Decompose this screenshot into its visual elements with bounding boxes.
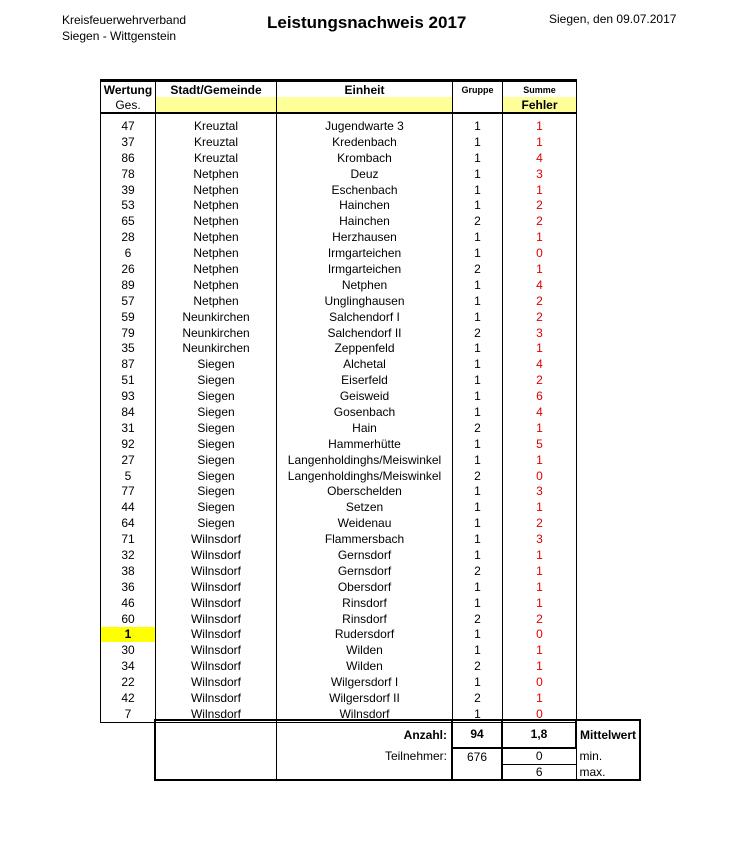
table-row	[101, 293, 577, 309]
stadt-cell: Wilnsdorf	[156, 706, 277, 722]
einheit-cell: Rudersdorf	[277, 627, 453, 643]
gruppe-cell: 1	[453, 642, 503, 658]
einheit-cell: Flammersbach	[277, 531, 453, 547]
table-row	[101, 452, 577, 468]
fehler-cell: 0	[503, 627, 577, 643]
table-row	[101, 642, 577, 658]
gruppe-cell: 1	[453, 515, 503, 531]
header-fehler: Fehler	[503, 97, 577, 113]
table-row	[101, 118, 577, 134]
stadt-cell: Kreuztal	[156, 134, 277, 150]
gruppe-cell: 1	[453, 293, 503, 309]
einheit-cell: Zeppenfeld	[277, 340, 453, 356]
einheit-cell: Rinsdorf	[277, 595, 453, 611]
stadt-cell: Wilnsdorf	[156, 547, 277, 563]
header-ges: Ges.	[101, 97, 156, 113]
organization-line-1: Kreisfeuerwehrverband	[62, 13, 187, 27]
min-label: min.	[576, 748, 640, 764]
fehler-cell: 1	[503, 690, 577, 706]
header-summe: Summe	[503, 81, 577, 98]
einheit-cell: Alchetal	[277, 356, 453, 372]
gruppe-cell: 1	[453, 547, 503, 563]
stadt-cell: Siegen	[156, 468, 277, 484]
einheit-cell: Obersdorf	[277, 579, 453, 595]
einheit-cell: Wilden	[277, 642, 453, 658]
table-row	[101, 690, 577, 706]
fehler-cell: 1	[503, 182, 577, 198]
header-blank-gruppe	[453, 97, 503, 113]
gruppe-cell: 1	[453, 277, 503, 293]
gruppe-cell: 2	[453, 468, 503, 484]
stadt-cell: Wilnsdorf	[156, 674, 277, 690]
gruppe-cell: 1	[453, 229, 503, 245]
fehler-cell: 4	[503, 150, 577, 166]
table-row	[101, 515, 577, 531]
stadt-cell: Netphen	[156, 213, 277, 229]
wertung-cell: 38	[101, 563, 156, 579]
stadt-cell: Siegen	[156, 372, 277, 388]
wertung-cell: 93	[101, 388, 156, 404]
fehler-cell: 1	[503, 261, 577, 277]
fehler-cell: 1	[503, 452, 577, 468]
einheit-cell: Jugendwarte 3	[277, 118, 453, 134]
gruppe-cell: 2	[453, 213, 503, 229]
wertung-cell: 64	[101, 515, 156, 531]
stadt-cell: Wilnsdorf	[156, 611, 277, 627]
mittelwert-label: Mittelwert	[576, 720, 640, 748]
wertung-cell: 59	[101, 309, 156, 325]
summary-blank-einheit	[276, 764, 452, 780]
stadt-cell: Wilnsdorf	[156, 563, 277, 579]
stadt-cell: Siegen	[156, 436, 277, 452]
summary-blank-stadt	[155, 720, 276, 780]
einheit-cell: Gosenbach	[277, 404, 453, 420]
einheit-cell: Eschenbach	[277, 182, 453, 198]
table-row	[101, 309, 577, 325]
wertung-cell: 30	[101, 642, 156, 658]
stadt-cell: Kreuztal	[156, 150, 277, 166]
stadt-cell: Netphen	[156, 293, 277, 309]
table-row	[101, 356, 577, 372]
table-row	[101, 547, 577, 563]
table-row	[101, 627, 577, 643]
gruppe-cell: 2	[453, 611, 503, 627]
stadt-cell: Siegen	[156, 404, 277, 420]
table-row	[101, 658, 577, 674]
einheit-cell: Rinsdorf	[277, 611, 453, 627]
einheit-cell: Deuz	[277, 166, 453, 182]
anzahl-value: 94	[452, 720, 502, 748]
stadt-cell: Netphen	[156, 182, 277, 198]
gruppe-cell: 1	[453, 531, 503, 547]
table-row	[101, 277, 577, 293]
organization-line-2: Siegen - Wittgenstein	[62, 29, 177, 43]
table-row	[101, 197, 577, 213]
table-row	[101, 261, 577, 277]
place-date: Siegen, den 09.07.2017	[549, 12, 677, 26]
fehler-cell: 1	[503, 118, 577, 134]
wertung-cell: 78	[101, 166, 156, 182]
wertung-cell: 77	[101, 483, 156, 499]
gruppe-cell: 1	[453, 166, 503, 182]
einheit-cell: Wilnsdorf	[277, 706, 453, 722]
table-row	[101, 229, 577, 245]
wertung-cell: 36	[101, 579, 156, 595]
stadt-cell: Wilnsdorf	[156, 595, 277, 611]
einheit-cell: Geisweid	[277, 388, 453, 404]
stadt-cell: Netphen	[156, 277, 277, 293]
wertung-cell: 22	[101, 674, 156, 690]
header-blank-stadt	[156, 97, 277, 113]
table-row	[101, 245, 577, 261]
fehler-cell: 2	[503, 515, 577, 531]
fehler-cell: 1	[503, 595, 577, 611]
table-row	[101, 483, 577, 499]
einheit-cell: Gernsdorf	[277, 563, 453, 579]
einheit-cell: Irmgarteichen	[277, 261, 453, 277]
table-row	[101, 134, 577, 150]
wertung-cell: 34	[101, 658, 156, 674]
wertung-cell: 26	[101, 261, 156, 277]
stadt-cell: Kreuztal	[156, 118, 277, 134]
fehler-cell: 4	[503, 277, 577, 293]
fehler-cell: 0	[503, 245, 577, 261]
stadt-cell: Wilnsdorf	[156, 627, 277, 643]
wertung-cell: 35	[101, 340, 156, 356]
stadt-cell: Netphen	[156, 197, 277, 213]
fehler-cell: 1	[503, 642, 577, 658]
fehler-cell: 1	[503, 420, 577, 436]
wertung-cell: 65	[101, 213, 156, 229]
gruppe-cell: 2	[453, 325, 503, 341]
stadt-cell: Siegen	[156, 388, 277, 404]
table-row	[101, 499, 577, 515]
table-row	[101, 563, 577, 579]
table-row	[101, 340, 577, 356]
wertung-cell: 39	[101, 182, 156, 198]
fehler-cell: 2	[503, 372, 577, 388]
table-row	[101, 531, 577, 547]
einheit-cell: Gernsdorf	[277, 547, 453, 563]
stadt-cell: Wilnsdorf	[156, 658, 277, 674]
fehler-cell: 2	[503, 197, 577, 213]
anzahl-label: Anzahl:	[276, 720, 452, 748]
wertung-cell: 84	[101, 404, 156, 420]
einheit-cell: Unglinghausen	[277, 293, 453, 309]
table-row	[101, 468, 577, 484]
table-row	[101, 436, 577, 452]
einheit-cell: Langenholdinghs/Meiswinkel	[277, 468, 453, 484]
gruppe-cell: 1	[453, 595, 503, 611]
table-row	[101, 388, 577, 404]
fehler-cell: 0	[503, 468, 577, 484]
fehler-cell: 1	[503, 579, 577, 595]
einheit-cell: Irmgarteichen	[277, 245, 453, 261]
einheit-cell: Salchendorf II	[277, 325, 453, 341]
wertung-cell: 46	[101, 595, 156, 611]
einheit-cell: Wilgersdorf I	[277, 674, 453, 690]
fehler-cell: 3	[503, 483, 577, 499]
summary-table	[154, 719, 641, 781]
wertung-cell: 60	[101, 611, 156, 627]
table-row	[101, 182, 577, 198]
fehler-cell: 0	[503, 674, 577, 690]
stadt-cell: Neunkirchen	[156, 325, 277, 341]
einheit-cell: Langenholdinghs/Meiswinkel	[277, 452, 453, 468]
einheit-cell: Netphen	[277, 277, 453, 293]
header-gruppe: Gruppe	[453, 81, 503, 98]
wertung-cell: 51	[101, 372, 156, 388]
einheit-cell: Eiserfeld	[277, 372, 453, 388]
table-row	[101, 372, 577, 388]
fehler-cell: 3	[503, 166, 577, 182]
wertung-cell: 87	[101, 356, 156, 372]
fehler-cell: 2	[503, 611, 577, 627]
wertung-cell: 71	[101, 531, 156, 547]
gruppe-cell: 1	[453, 134, 503, 150]
einheit-cell: Krombach	[277, 150, 453, 166]
einheit-cell: Weidenau	[277, 515, 453, 531]
fehler-cell: 5	[503, 436, 577, 452]
table-row	[101, 579, 577, 595]
stadt-cell: Neunkirchen	[156, 309, 277, 325]
fehler-cell: 0	[503, 706, 577, 722]
einheit-cell: Salchendorf I	[277, 309, 453, 325]
wertung-cell: 6	[101, 245, 156, 261]
stadt-cell: Wilnsdorf	[156, 642, 277, 658]
table-row	[101, 213, 577, 229]
fehler-cell: 2	[503, 293, 577, 309]
fehler-cell: 1	[503, 563, 577, 579]
wertung-cell: 57	[101, 293, 156, 309]
fehler-cell: 6	[503, 388, 577, 404]
einheit-cell: Hammerhütte	[277, 436, 453, 452]
stadt-cell: Siegen	[156, 356, 277, 372]
fehler-cell: 2	[503, 309, 577, 325]
table-row	[101, 674, 577, 690]
stadt-cell: Siegen	[156, 499, 277, 515]
wertung-cell: 5	[101, 468, 156, 484]
stadt-cell: Netphen	[156, 261, 277, 277]
wertung-cell: 47	[101, 118, 156, 134]
wertung-cell: 86	[101, 150, 156, 166]
stadt-cell: Neunkirchen	[156, 340, 277, 356]
wertung-cell: 79	[101, 325, 156, 341]
gruppe-cell: 1	[453, 150, 503, 166]
table-row	[101, 166, 577, 182]
stadt-cell: Wilnsdorf	[156, 690, 277, 706]
gruppe-cell: 2	[453, 420, 503, 436]
max-value: 6	[502, 764, 576, 780]
einheit-cell: Hainchen	[277, 197, 453, 213]
fehler-cell: 4	[503, 404, 577, 420]
teilnehmer-label: Teilnehmer:	[276, 748, 452, 764]
header-einheit: Einheit	[277, 81, 453, 98]
document-title: Leistungsnachweis 2017	[267, 13, 467, 32]
gruppe-cell: 1	[453, 499, 503, 515]
results-table	[100, 79, 577, 723]
gruppe-cell: 1	[453, 372, 503, 388]
gruppe-cell: 1	[453, 706, 503, 722]
stadt-cell: Siegen	[156, 515, 277, 531]
wertung-cell: 31	[101, 420, 156, 436]
einheit-cell: Setzen	[277, 499, 453, 515]
gruppe-cell: 1	[453, 404, 503, 420]
teilnehmer-value: 676	[452, 748, 502, 764]
summary-blank-gruppe	[452, 764, 502, 780]
stadt-cell: Netphen	[156, 245, 277, 261]
einheit-cell: Kredenbach	[277, 134, 453, 150]
gruppe-cell: 1	[453, 483, 503, 499]
max-label: max.	[576, 764, 640, 780]
fehler-cell: 1	[503, 499, 577, 515]
organization-name	[62, 12, 186, 44]
fehler-cell: 1	[503, 134, 577, 150]
einheit-cell: Hain	[277, 420, 453, 436]
header-blank-einheit	[277, 97, 453, 113]
wertung-cell: 44	[101, 499, 156, 515]
gruppe-cell: 1	[453, 309, 503, 325]
wertung-cell: 27	[101, 452, 156, 468]
gruppe-cell: 1	[453, 356, 503, 372]
gruppe-cell: 1	[453, 436, 503, 452]
wertung-cell: 92	[101, 436, 156, 452]
gruppe-cell: 1	[453, 182, 503, 198]
gruppe-cell: 2	[453, 658, 503, 674]
table-row	[101, 595, 577, 611]
min-value: 0	[502, 748, 576, 764]
mittelwert-value: 1,8	[502, 720, 576, 748]
gruppe-cell: 2	[453, 261, 503, 277]
gruppe-cell: 1	[453, 245, 503, 261]
table-row	[101, 325, 577, 341]
table-subheader-row	[101, 97, 577, 113]
wertung-cell: 89	[101, 277, 156, 293]
table-row	[101, 420, 577, 436]
einheit-cell: Hainchen	[277, 213, 453, 229]
gruppe-cell: 1	[453, 340, 503, 356]
wertung-cell: 32	[101, 547, 156, 563]
table-header-row	[101, 81, 577, 98]
gruppe-cell: 1	[453, 674, 503, 690]
stadt-cell: Netphen	[156, 229, 277, 245]
wertung-cell: 28	[101, 229, 156, 245]
gruppe-cell: 1	[453, 579, 503, 595]
wertung-cell: 7	[101, 706, 156, 722]
einheit-cell: Oberschelden	[277, 483, 453, 499]
gruppe-cell: 2	[453, 690, 503, 706]
table-row	[101, 611, 577, 627]
stadt-cell: Wilnsdorf	[156, 579, 277, 595]
fehler-cell: 1	[503, 547, 577, 563]
gruppe-cell: 1	[453, 118, 503, 134]
fehler-cell: 1	[503, 229, 577, 245]
gruppe-cell: 1	[453, 452, 503, 468]
stadt-cell: Siegen	[156, 483, 277, 499]
wertung-cell: 1	[101, 627, 156, 643]
header-stadt-gemeinde: Stadt/Gemeinde	[156, 81, 277, 98]
stadt-cell: Siegen	[156, 452, 277, 468]
wertung-cell: 37	[101, 134, 156, 150]
wertung-cell: 53	[101, 197, 156, 213]
gruppe-cell: 2	[453, 563, 503, 579]
wertung-cell: 42	[101, 690, 156, 706]
fehler-cell: 2	[503, 213, 577, 229]
einheit-cell: Herzhausen	[277, 229, 453, 245]
fehler-cell: 1	[503, 340, 577, 356]
fehler-cell: 3	[503, 531, 577, 547]
fehler-cell: 4	[503, 356, 577, 372]
gruppe-cell: 1	[453, 388, 503, 404]
einheit-cell: Wilgersdorf II	[277, 690, 453, 706]
gruppe-cell: 1	[453, 197, 503, 213]
stadt-cell: Siegen	[156, 420, 277, 436]
table-row	[101, 404, 577, 420]
fehler-cell: 3	[503, 325, 577, 341]
table-row	[101, 150, 577, 166]
einheit-cell: Wilden	[277, 658, 453, 674]
fehler-cell: 1	[503, 658, 577, 674]
stadt-cell: Netphen	[156, 166, 277, 182]
stadt-cell: Wilnsdorf	[156, 531, 277, 547]
header-wertung: Wertung	[101, 81, 156, 98]
gruppe-cell: 1	[453, 627, 503, 643]
